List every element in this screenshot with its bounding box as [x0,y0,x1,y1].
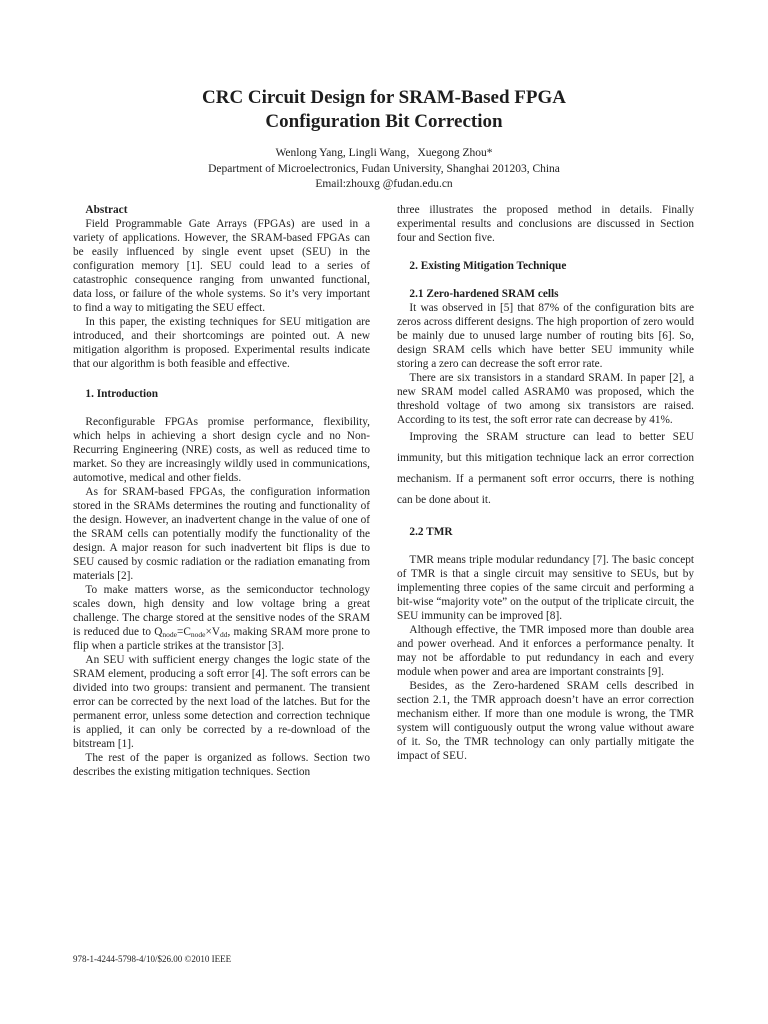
authors-block [0,146,768,193]
sec21-paragraph-2: There are six transistors in a standard SRAM. In paper [2], a new SRAM model called ASRAM0 was proposed, which the threshold voltage of two among six transistors are raised. According to its test, the soft error rate can decrease by 41%. [397,372,694,426]
sec22-paragraph-1: TMR means triple modular redundancy [7]. The basic concept of TMR is that a single circuit may sensitive to SEUs, but by implementing three copies of the same circuit and performing a bit-wise “majority vote” on the output of the triplicate circuit, the SEU immunity can be improved [8]. [397,554,694,622]
intro-paragraph-4: An SEU with sufficient energy changes the logic state of the SRAM element, producing a soft error [4]. The soft errors can be divided into two groups: transient and permanent. The transient error can be corrected by the next load of the latches. But for the permanent error, unless some detection and correction technique is applied, it can only be corrected by a re-download of the bitstream [1]. [73,654,370,750]
intro-paragraph-3 [73,583,370,653]
title-line-2: Configuration Bit Correction [265,111,503,132]
abstract-heading: Abstract [85,204,128,216]
left-column [73,203,370,779]
sec22-paragraph-3: Besides, as the Zero-hardened SRAM cells described in section 2.1, the TMR approach doesn’t have an error correction mechanism either. If more than one module is wrong, the TMR system will contiguously output the wrong value without aware of it. So, the TMR technology can only partially mitigate the impact of SEU. [397,680,694,762]
introduction-heading: 1. Introduction [85,388,159,400]
intro-paragraph-1: Reconfigurable FPGAs promise performance, flexibility, which helps in achieving a short design cycle and no Non-Recurring Engineering (NRE) costs, as well as reduced time to market. So they are increasingly wildly used in communications, automotive, medical and other fields. [73,416,370,484]
paper-title [0,86,768,134]
continued-paragraph: three illustrates the proposed method in details. Finally experimental results and conclusions are discussed in Section four and Section five. [397,204,694,244]
intro-paragraph-2: As for SRAM-based FPGAs, the configuration information stored in the SRAMs determines the routing and functionality of the design. However, an inadvertent change in the value of one of the SRAM cells can potentially modify the functionality of the design. A major reason for such inadvertent bit flips is due to SEU caused by cosmic radiation or the radiation emanating from materials [2]. [73,486,370,582]
c-node-subscript: node [190,630,206,639]
sec22-paragraph-2: Although effective, the TMR imposed more than double area and power overhead. And it enforces a performance penalty. It may not be affordable to put redundancy in each and every module when power and area are important constraints [9]. [397,624,694,678]
abstract-paragraph-2: In this paper, the existing techniques for SEU mitigation are introduced, and their shortcomings are pointed out. A new mitigation algorithm is proposed. Experimental results indicate that our algorithm is both feasible and effective. [73,316,370,370]
p3-text-a: To make matters worse, as the semiconductor technology scales down, high density and low voltage bring a great challenge. The charge stored at the sensitive nodes of the SRAM is reduced due to Q [73,584,370,638]
copyright-footer: 978-1-4244-5798-4/10/$26.00 ©2010 IEEE [73,954,232,964]
author-names: Wenlong Yang, Lingli Wang，Xuegong Zhou* [275,147,493,159]
title-line-1: CRC Circuit Design for SRAM-Based FPGA [202,87,566,108]
abstract-paragraph-1: Field Programmable Gate Arrays (FPGAs) are used in a variety of applications. However, the SRAM-based FPGAs can be easily influenced by single event upset (SEU) in the configuration memory [1]. SEU could lead to a series of catastrophic consequence ranging from unwanted functional, data loss, or failure of the whole systems. So it’s very important to find a way to mitigating the SEU effect. [73,218,370,314]
section-2-1-heading: 2.1 Zero-hardened SRAM cells [409,288,559,300]
section-2-2-heading: 2.2 TMR [409,526,453,538]
sec21-paragraph-3: Improving the SRAM structure can lead to better SEU immunity, but this mitigation technique lack an error correction mechanism. If a permanent soft error occurrs, there is nothing can be done about it. [397,431,694,506]
p3-text-c: ×V [205,626,220,638]
p3-text-b: =C [176,626,191,638]
section-2-heading: 2. Existing Mitigation Technique [409,260,567,272]
q-node-subscript: node [162,630,177,639]
affiliation: Department of Microelectronics, Fudan University, Shanghai 201203, China [208,162,560,175]
sec21-paragraph-1: It was observed in [5] that 87% of the configuration bits are zeros across different designs. The high proportion of zero would be mainly due to unused large number of routing bits [6]. So, design SRAM cells which have better SEU immunity while storing a zero can decrease the soft error rate. [397,302,694,370]
email: Email:zhouxg @fudan.edu.cn [315,178,453,190]
right-column [397,203,694,763]
intro-paragraph-5: The rest of the paper is organized as follows. Section two describes the existing mitigation techniques. Section [73,752,370,778]
v-dd-subscript: dd [220,630,228,639]
p3-text-d: , making SRAM more prone to flip when a particle strikes at the transistor [3]. [73,626,370,652]
